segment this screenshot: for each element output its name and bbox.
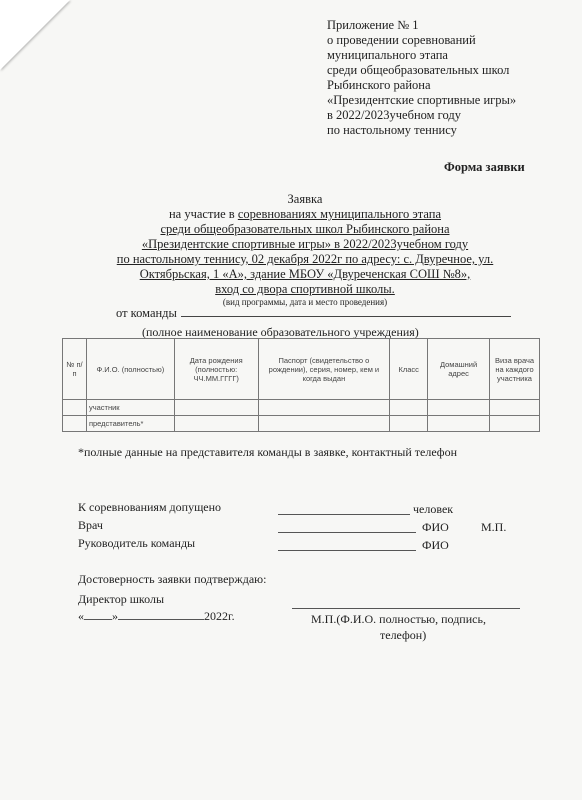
table-cell[interactable]	[490, 400, 540, 416]
table-header: Класс	[390, 339, 428, 400]
title-line: вход со двора спортивной школы.	[215, 282, 395, 296]
team-leader-label: Руководитель команды	[78, 536, 196, 550]
admitted-count-line[interactable]	[278, 514, 410, 515]
table-cell[interactable]	[174, 400, 258, 416]
team-hint: (полное наименование образовательного учреждения)	[142, 325, 419, 339]
table-row	[63, 416, 540, 432]
participants-table	[62, 338, 540, 432]
table-cell[interactable]	[490, 416, 540, 432]
doctor-signature-line[interactable]	[278, 532, 416, 533]
confirm-label: Достоверность заявки подтверждаю:	[78, 572, 267, 586]
mp-signature-hint: М.П.(Ф.И.О. полностью, подпись,	[311, 612, 486, 626]
fio-label: ФИО	[422, 520, 449, 534]
table-header: Дата рождения (полностью: ЧЧ.ММ.ГГГГ)	[174, 339, 258, 400]
title-line: по настольному теннису, 02 декабря 2022г по адресу: с. Двуречное, ул.	[116, 252, 494, 266]
persons-label: человек	[413, 502, 454, 516]
appendix-line: Приложение № 1	[327, 18, 419, 32]
table-cell[interactable]	[258, 400, 390, 416]
doctor-label: Врач	[78, 518, 103, 532]
appendix-block	[327, 18, 516, 138]
director-signature-line[interactable]	[292, 608, 520, 609]
appendix-line: Рыбинского района	[327, 78, 431, 92]
title-hint: (вид программы, дата и место проведения)	[222, 297, 388, 307]
table-cell[interactable]	[428, 416, 490, 432]
table-header: Паспорт (свидетельство о рождении), серия, номер, кем и когда выдан	[258, 339, 390, 400]
table-cell[interactable]	[63, 416, 87, 432]
admitted-label: К соревнованиям допущено	[78, 500, 222, 514]
table-cell[interactable]	[63, 400, 87, 416]
fio-label: ФИО	[422, 538, 449, 552]
title-line: среди общеобразовательных школ Рыбинского района	[160, 222, 450, 236]
appendix-line: муниципального этапа	[327, 48, 448, 62]
application-title	[110, 192, 500, 307]
team-field	[116, 306, 511, 321]
date-day-line[interactable]	[84, 609, 112, 620]
mp-label: М.П.	[481, 520, 507, 534]
appendix-line: о проведении соревнований	[327, 33, 476, 47]
table-cell[interactable]	[390, 416, 428, 432]
director-label: Директор школы	[78, 592, 165, 606]
table-header: Домашний адрес	[428, 339, 490, 400]
appendix-line: «Президентские спортивные игры»	[327, 93, 517, 107]
folded-corner	[0, 0, 70, 70]
title-line: Октябрьская, 1 «А», здание МБОУ «Двуреченская СОШ №8»,	[139, 267, 471, 281]
appendix-line: среди общеобразовательных школ	[327, 63, 510, 77]
date-field: « » 2022г.	[78, 609, 235, 623]
team-label: от команды	[116, 306, 177, 320]
table-cell[interactable]: представитель*	[86, 416, 174, 432]
table-cell[interactable]	[174, 416, 258, 432]
table-header: Ф.И.О. (полностью)	[86, 339, 174, 400]
form-label: Форма заявки	[444, 160, 525, 174]
table-cell[interactable]	[428, 400, 490, 416]
table-header: Виза врача на каждого участника	[490, 339, 540, 400]
table-header-row	[63, 339, 540, 400]
title-heading: Заявка	[287, 192, 323, 206]
team-input-line[interactable]	[181, 306, 511, 317]
table-cell[interactable]	[390, 400, 428, 416]
table-cell[interactable]	[258, 416, 390, 432]
appendix-line: в 2022/2023учебном году	[327, 108, 461, 122]
table-header: № п/п	[63, 339, 87, 400]
footnote: *полные данные на представителя команды в заявке, контактный телефон	[78, 445, 457, 459]
mp-signature-hint: телефон)	[380, 628, 427, 642]
appendix-line: по настольному теннису	[327, 123, 457, 137]
title-line: на участие в соревнованиях муниципального этапа	[168, 207, 442, 221]
table-row	[63, 400, 540, 416]
table-cell[interactable]: участник	[86, 400, 174, 416]
leader-signature-line[interactable]	[278, 550, 416, 551]
title-line: «Президентские спортивные игры» в 2022/2023учебном году	[141, 237, 469, 251]
date-month-line[interactable]	[118, 609, 204, 620]
